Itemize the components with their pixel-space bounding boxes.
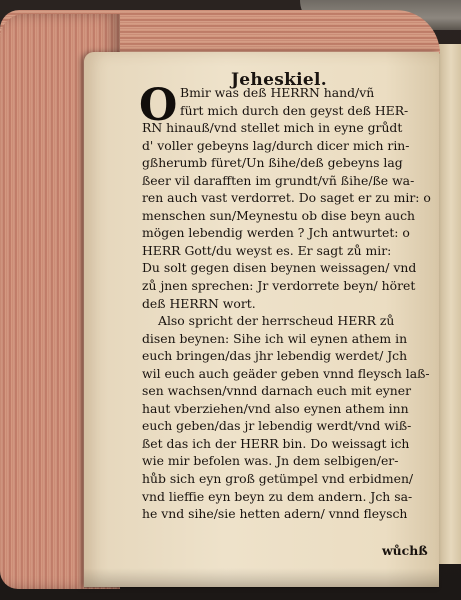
text-line: vnd lieffie eyn beyn zu dem andern. Jch sa- [142, 488, 413, 504]
catchword: wůchß [382, 543, 428, 558]
text-line: ßeer vil darafften im grundt/vñ ßihe/ße wa- [142, 172, 415, 188]
text-line: disen beynen: Sihe ich wil eynen athem in [142, 330, 408, 346]
text-line: RN hinauß/vnd stellet mich in eyne grůdt [142, 120, 403, 136]
text-line: d' voller gebeyns lag/durch dicer mich rin- [142, 137, 410, 153]
text-line: sen wachsen/vnnd darnach euch mit eyner [142, 383, 412, 399]
text-line: Du solt gegen disen beynen weissagen/ vnd [142, 260, 417, 276]
text-line: deß HERRN wort. [142, 295, 256, 311]
text-line: hůb sich eyn groß getümpel vnd erbidmen/ [142, 471, 414, 487]
text-line: euch geben/das jr lebendig werdt/vnd wiß- [142, 418, 412, 434]
page-bottom-shadow [84, 568, 439, 588]
page-text [142, 84, 431, 523]
text-line: HERR Gott/du weyst es. Er sagt zů mir: [142, 242, 392, 258]
text-line: wil euch auch geäder geben vnnd fleysch laß- [142, 365, 430, 381]
book-page [84, 52, 439, 587]
text-line: menschen sun/Meynestu ob dise beyn auch [142, 207, 415, 223]
text-line: haut vberziehen/vnd also eynen athem inn [142, 400, 409, 416]
facing-page-edge [436, 44, 461, 564]
initial-letter: O [139, 80, 178, 131]
running-head: Jeheskiel. [230, 70, 328, 90]
text-line: euch bringen/das jhr lebendig werdet/ Jch [142, 348, 408, 364]
text-line: Bmir was deß HERRN hand/vñ [180, 85, 375, 100]
text-line: Also spricht der herrscheud HERR zů [158, 313, 395, 329]
text-line: fürt mich durch den geyst deß HER- [180, 102, 409, 118]
text-line: ren auch vast verdorret. Do saget er zu mir: o [142, 190, 431, 206]
text-line: gßherumb füret/Un ßihe/deß gebeyns lag [142, 155, 403, 171]
text-line: ßet das ich der HERR bin. Do weissagt ich [142, 435, 410, 451]
text-line: he vnd sihe/sie hetten adern/ vnnd fleysch [142, 506, 408, 522]
text-line: zů jnen sprechen: Jr verdorrete beyn/ höret [142, 278, 416, 294]
text-line: mögen lebendig werden ? Jch antwurtet: o [142, 225, 410, 241]
text-line: wie mir befolen was. Jn dem selbigen/er- [142, 453, 399, 469]
